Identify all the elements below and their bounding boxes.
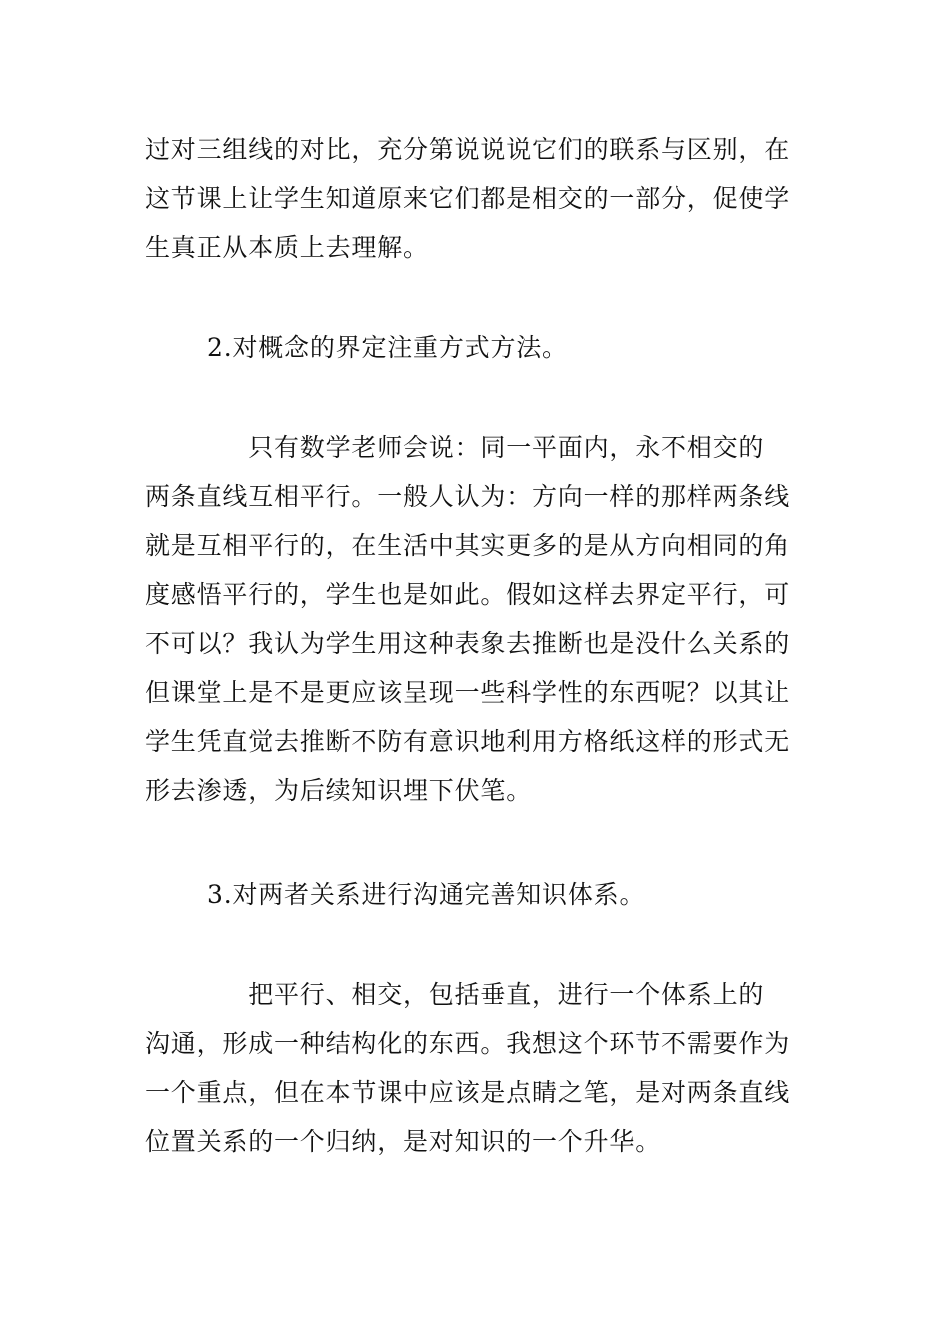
paragraph-3 [145, 970, 815, 1166]
paragraph-line: 沟通，形成一种结构化的东西。我想这个环节不需要作为 [145, 1029, 791, 1058]
paragraph-line: 把平行、相交，包括垂直，进行一个体系上的 [145, 980, 765, 1009]
paragraph-line: 只有数学老师会说：同一平面内，永不相交的 [145, 433, 765, 462]
paragraph-line: 生真正从本质上去理解。 [145, 233, 429, 262]
section-heading-2: 2.对概念的界定注重方式方法。 [207, 333, 568, 362]
paragraph-1 [145, 125, 815, 272]
paragraph-line: 度感悟平行的，学生也是如此。假如这样去界定平行，可 [145, 580, 791, 609]
paragraph-line: 位置关系的一个归纳，是对知识的一个升华。 [145, 1127, 662, 1156]
paragraph-line: 一个重点，但在本节课中应该是点睛之笔，是对两条直线 [145, 1078, 791, 1107]
paragraph-line: 形去渗透，为后续知识埋下伏笔。 [145, 776, 533, 805]
paragraph-line: 学生凭直觉去推断不防有意识地利用方格纸这样的形式无 [145, 727, 791, 756]
section-heading-3: 3.对两者关系进行沟通完善知识体系。 [207, 880, 646, 909]
paragraph-2 [145, 423, 815, 815]
paragraph-line: 这节课上让学生知道原来它们都是相交的一部分，促使学 [145, 184, 791, 213]
paragraph-line: 但课堂上是不是更应该呈现一些科学性的东西呢？以其让 [145, 678, 791, 707]
paragraph-line: 过对三组线的对比，充分第说说说它们的联系与区别，在 [145, 135, 791, 164]
paragraph-line: 就是互相平行的，在生活中其实更多的是从方向相同的角 [145, 531, 791, 560]
paragraph-line: 不可以？我认为学生用这种表象去推断也是没什么关系的 [145, 629, 791, 658]
paragraph-line: 两条直线互相平行。一般人认为：方向一样的那样两条线 [145, 482, 791, 511]
